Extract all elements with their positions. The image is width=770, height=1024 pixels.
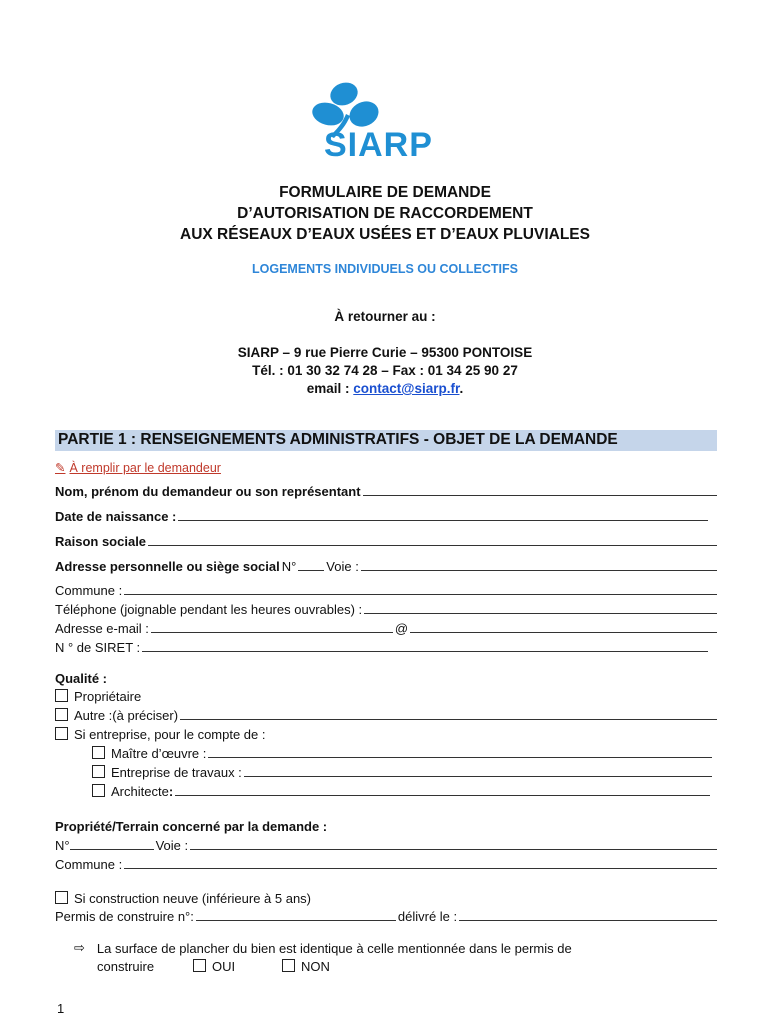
label-siret: N ° de SIRET : [55,640,141,655]
checkbox-non[interactable] [282,959,295,972]
option-maitre-oeuvre [92,743,712,761]
qualite-title: Qualité : [55,671,108,686]
label-proprietaire: Propriétaire [74,689,142,704]
option-entreprise-travaux [92,762,712,780]
field-row-telephone [55,599,717,617]
siarp-logo [300,74,470,166]
input-autre[interactable] [180,719,717,720]
input-telephone[interactable] [364,613,717,614]
label-raison-sociale: Raison sociale [55,534,147,549]
field-row-email [55,618,717,636]
field-row-naissance [55,506,708,524]
input-permis-numero[interactable] [196,920,396,921]
checkbox-construction-neuve[interactable] [55,891,68,904]
input-entreprise-travaux[interactable] [244,776,712,777]
label-architecte-colon: : [168,784,174,799]
field-row-propriete-commune [55,854,717,872]
field-row-siret [55,637,708,655]
fill-note [55,460,221,475]
label-delivre: délivré le : [397,909,458,924]
label-propriete-voie: Voie : [155,838,189,853]
checkbox-proprietaire[interactable] [55,689,68,702]
surface-question-line1 [74,938,714,956]
surface-question-text: La surface de plancher du bien est identique à celle mentionnée dans le permis de [96,941,572,956]
checkbox-architecte[interactable] [92,784,105,797]
label-entreprise-travaux: Entreprise de travaux : [111,765,242,780]
input-permis-date[interactable] [459,920,717,921]
field-row-nom [55,481,717,499]
label-propriete-commune: Commune : [55,857,123,872]
section-title: PARTIE 1 : RENSEIGNEMENTS ADMINISTRATIFS - OBJET DE LA DEMANDE [58,431,618,448]
option-architecte [92,781,710,799]
title-line-1: FORMULAIRE DE DEMANDE [279,184,491,201]
input-email-user[interactable] [151,632,393,633]
email-label: email : [306,381,354,396]
label-nom: Nom, prénom du demandeur ou son représentant [55,484,361,499]
form-subtitle: LOGEMENTS INDIVIDUELS OU COLLECTIFS [252,262,518,276]
surface-question-line2 [97,956,717,974]
logo-text: SIARP [324,126,433,164]
option-autre [55,705,717,723]
label-autre: Autre :(à préciser) [74,708,179,723]
input-nom[interactable] [363,495,717,496]
input-maitre-oeuvre[interactable] [208,757,712,758]
title-line-3: AUX RÉSEAUX D’EAUX USÉES ET D’EAUX PLUVIALES [180,226,590,243]
field-row-propriete-adresse [55,835,717,853]
label-email: Adresse e-mail : [55,621,149,636]
label-telephone: Téléphone (joignable pendant les heures ouvrables) : [55,602,363,617]
return-to-label: À retourner au : [334,309,436,324]
field-row-adresse [55,556,717,574]
input-siret[interactable] [142,651,708,652]
phone-fax: Tél. : 01 30 32 74 28 – Fax : 01 34 25 90 27 [252,363,518,378]
label-adresse-numero: N° [281,559,297,574]
email-link[interactable]: contact@siarp.fr [353,381,460,396]
surface-question-text-2: construire [97,959,155,974]
checkbox-oui[interactable] [193,959,206,972]
checkbox-maitre-oeuvre[interactable] [92,746,105,759]
input-commune[interactable] [124,594,717,595]
option-entreprise [55,724,717,742]
section-banner [55,430,717,451]
email-suffix: . [459,381,464,396]
field-row-raison [55,531,717,549]
fill-note-text: À remplir par le demandeur [69,461,221,475]
address-block [0,344,770,398]
field-row-permis [55,906,717,924]
propriete-title-row [55,816,717,834]
checkbox-entreprise[interactable] [55,727,68,740]
label-propriete-numero: N° [55,838,70,853]
form-title [0,182,770,245]
label-construction-neuve: Si construction neuve (inférieure à 5 ans) [74,891,312,906]
input-architecte[interactable] [175,795,710,796]
page-number: 1 [57,1001,65,1016]
label-permis: Permis de construire n°: [55,909,194,924]
label-non: NON [301,959,330,974]
label-adresse-voie: Voie : [326,559,359,574]
label-oui: OUI [212,959,236,974]
label-maitre-oeuvre: Maître d’œuvre : [111,746,207,761]
label-adresse: Adresse personnelle ou siège social [55,559,280,574]
label-architecte: Architecte [111,784,169,799]
qualite-title-row [55,668,717,686]
label-commune: Commune : [55,583,123,598]
checkbox-entreprise-travaux[interactable] [92,765,105,778]
input-propriete-commune[interactable] [124,868,717,869]
arrow-right-icon: ⇨ [74,940,85,955]
input-propriete-voie[interactable] [190,849,717,850]
input-raison-sociale[interactable] [148,545,717,546]
input-naissance[interactable] [178,520,708,521]
input-adresse-voie[interactable] [361,570,717,571]
checkbox-autre[interactable] [55,708,68,721]
label-naissance: Date de naissance : [55,509,177,524]
input-email-domain[interactable] [410,632,717,633]
email-at-sign: @ [394,621,409,636]
postal-address: SIARP – 9 rue Pierre Curie – 95300 PONTOISE [237,345,533,360]
option-proprietaire [55,686,717,704]
title-line-2: D’AUTORISATION DE RACCORDEMENT [237,205,533,222]
label-entreprise: Si entreprise, pour le compte de : [74,727,266,742]
pencil-icon: ✎ [55,461,66,475]
option-construction-neuve [55,888,717,906]
propriete-title: Propriété/Terrain concerné par la demande : [55,819,328,834]
input-propriete-numero[interactable] [70,849,154,850]
field-row-commune [55,580,717,598]
email-line [0,380,770,398]
input-adresse-numero[interactable] [298,570,324,571]
